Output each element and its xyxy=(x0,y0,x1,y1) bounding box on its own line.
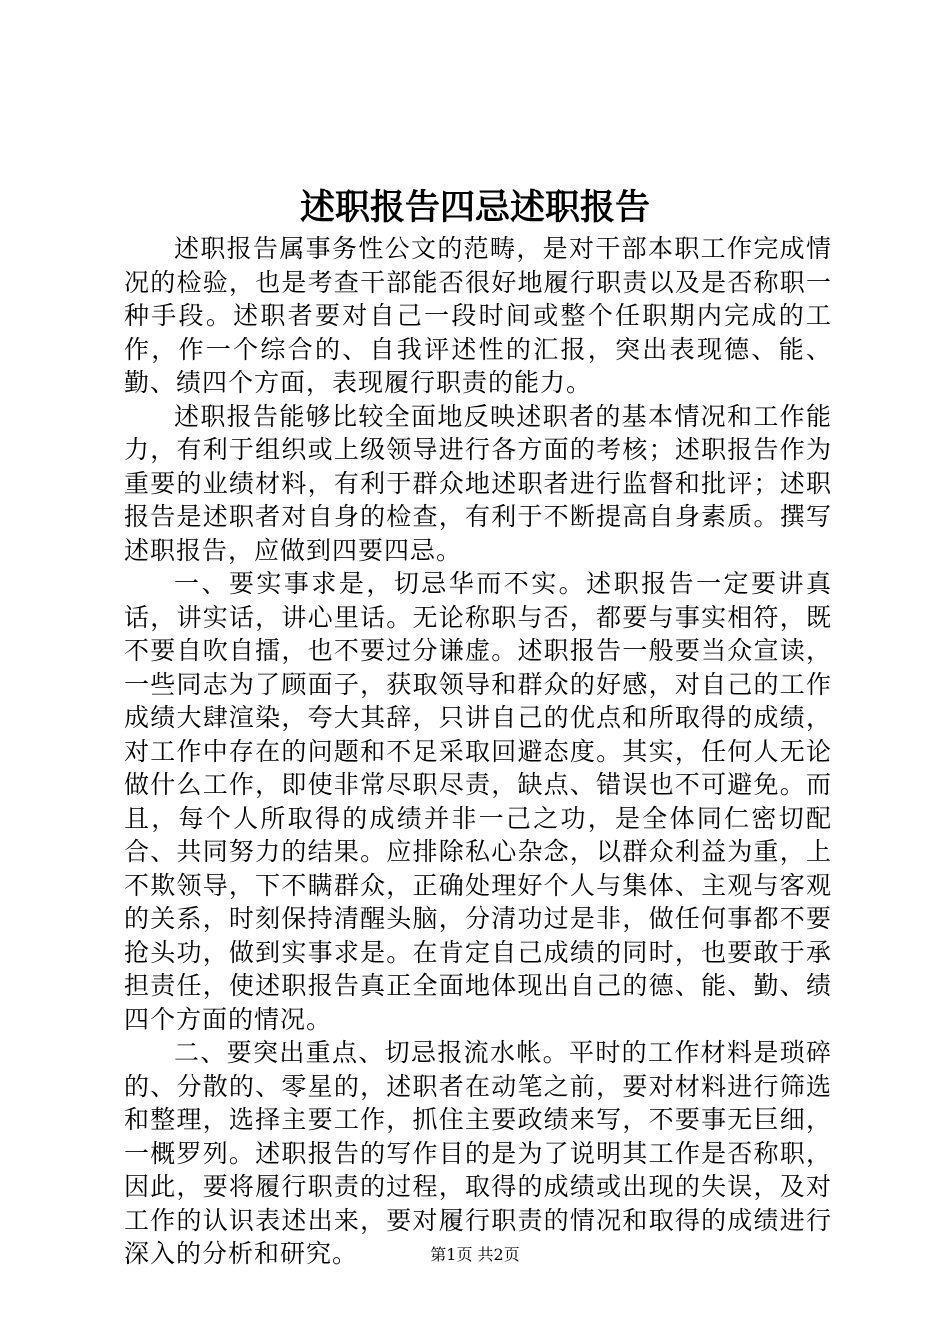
page-number-footer: 第1页 共2页 xyxy=(430,1245,520,1264)
document-title: 述职报告四忌述职报告 xyxy=(299,187,650,228)
paragraph-intro: 述职报告属事务性公文的范畴，是对干部本职工作完成情况的检验，也是考查干部能否很好地履行职责以及是否称职一种手段。述职者要对自己一段时间或整个任职期内完成的工作，作一个综合的、自我评述性的汇报，突出表现德、能、勤、绩四个方面，表现履行职责的能力。 xyxy=(124,234,832,397)
paragraph-point-two: 二、要突出重点、切忌报流水帐。平时的工作材料是琐碎的、分散的、零星的，述职者在动笔之前，要对材料进行筛选和整理，选择主要工作，抓住主要政绩来写，不要事无巨细，一概罗列。述职报告的写作目的是为了说明其工作是否称职，因此，要将履行职责的过程，取得的成绩或出现的失误，及对工作的认识表述出来，要对履行职责的情况和取得的成绩进行深入的分析和研究。 xyxy=(124,1038,832,1268)
paragraph-purpose: 述职报告能够比较全面地反映述职者的基本情况和工作能力，有利于组织或上级领导进行各方面的考核；述职报告作为重要的业绩材料，有利于群众地述职者进行监督和批评；述职报告是述职者对自身的检查，有利于不断提高自身素质。撰写述职报告，应做到四要四忌。 xyxy=(124,401,832,565)
document-body xyxy=(124,232,832,1271)
paragraph-point-one: 一、要实事求是，切忌华而不实。述职报告一定要讲真话，讲实话，讲心里话。无论称职与否，都要与事实相符，既不要自吹自擂，也不要过分谦虚。述职报告一般要当众宣读，一些同志为了顾面子，获取领导和群众的好感，对自己的工作成绩大肆渲染，夸大其辞，只讲自己的优点和所取得的成绩，对工作中存在的问题和不足采取回避态度。其实，任何人无论做什么工作，即使非常尽职尽责，缺点、错误也不可避免。而且，每个人所取得的成绩并非一己之功，是全体同仁密切配合、共同努力的结果。应排除私心杂念，以群众利益为重，上不欺领导，下不瞒群众，正确处理好个人与集体、主观与客观的关系，时刻保持清醒头脑，分清功过是非，做任何事都不要抢头功，做到实事求是。在肯定自己成绩的同时，也要敢于承担责任，使述职报告真正全面地体现出自己的德、能、勤、绩四个方面的情况。 xyxy=(124,569,832,1034)
